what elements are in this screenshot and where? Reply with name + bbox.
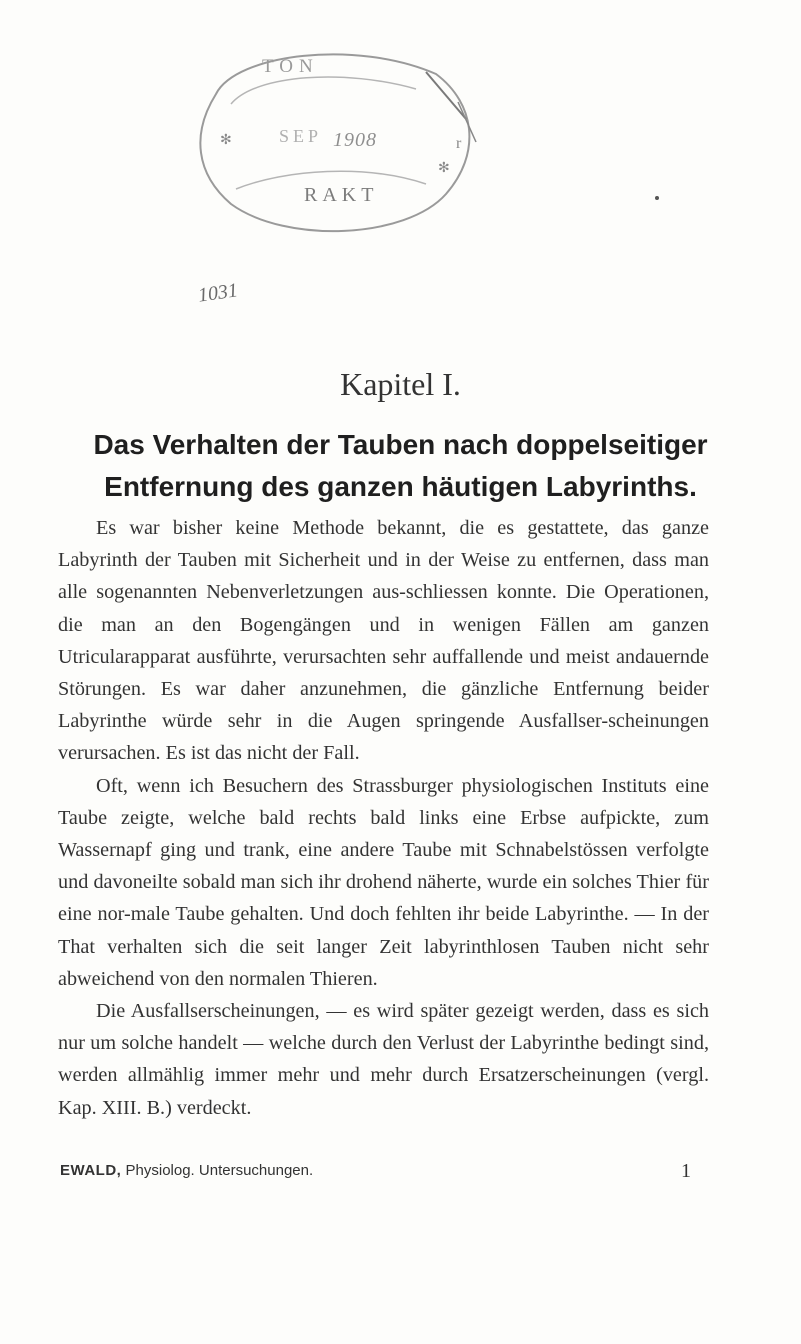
paragraph-1: Es war bisher keine Methode bekannt, die es gestattete, das ganze Labyrinth der Tauben mit Sicherheit und in der Weise zu entfernen, dass man alle sogenannten Nebenverletzungen aus-schliessen konnte. Die Operationen, die man an den Bogengängen und in wenigen Fällen am ganzen Utricularapparat ausführte, verursachten sehr auffallende und meist andauernde Störungen. Es war daher anzunehmen, die gänzliche Entfernung beider Labyrinthe würde sehr in die Augen springende Ausfallser-scheinungen verursachen. Es ist das nicht der Fall. bbox=[58, 517, 709, 765]
svg-text:✻: ✻ bbox=[220, 133, 232, 148]
stamp-bottom-text: RAKT bbox=[304, 184, 379, 206]
paragraph-3: Die Ausfallserscheinungen, — es wird später gezeigt werden, dass es sich nur um solche handelt — welche durch den Verlust der Labyrinthe bedingt sind, werden allmählig immer mehr und mehr durch Ersatzerscheinungen (vergl. Kap. XIII. B.) verdeckt. bbox=[58, 1000, 709, 1119]
stamp-year: 1908 bbox=[333, 129, 377, 151]
stamp-left-text: SEP bbox=[279, 126, 323, 146]
page-footer bbox=[60, 1160, 710, 1182]
svg-text:✻: ✻ bbox=[438, 161, 450, 176]
ink-dot bbox=[655, 196, 659, 200]
footer-book-title: Physiolog. Untersuchungen. bbox=[125, 1162, 314, 1179]
stamp-top-text: TON bbox=[262, 56, 319, 77]
footer-author: EWALD, bbox=[60, 1162, 122, 1179]
shelfmark: 1031 bbox=[196, 279, 240, 307]
body-text bbox=[58, 512, 709, 1124]
chapter-title bbox=[40, 424, 761, 508]
title-line-1: Das Verhalten der Tauben nach doppelseitiger bbox=[93, 429, 708, 460]
chapter-heading: Kapitel I. bbox=[340, 366, 461, 402]
paragraph-2: Oft, wenn ich Besuchern des Strassburger physiologischen Instituts eine Taube zeigte, welche bald rechts bald links eine Erbse aufpickte, zum Wassernapf ging und trank, eine andere Taube mit Schnabelstössen verfolgte und davoneilte sobald man sich ihr drohend näherte, wurde ein solches Thier für eine nor-male Taube gehalten. Und doch fehlten ihr beide Labyrinthe. — In der That verhalten sich die seit langer Zeit labyrinthlosen Tauben nicht sehr abweichend von den normalen Thieren. bbox=[58, 774, 709, 990]
title-line-2: Entfernung des ganzen häutigen Labyrinths. bbox=[104, 471, 697, 502]
svg-text:r: r bbox=[456, 135, 462, 152]
page-number: 1 bbox=[681, 1160, 691, 1182]
library-stamp bbox=[176, 44, 486, 254]
